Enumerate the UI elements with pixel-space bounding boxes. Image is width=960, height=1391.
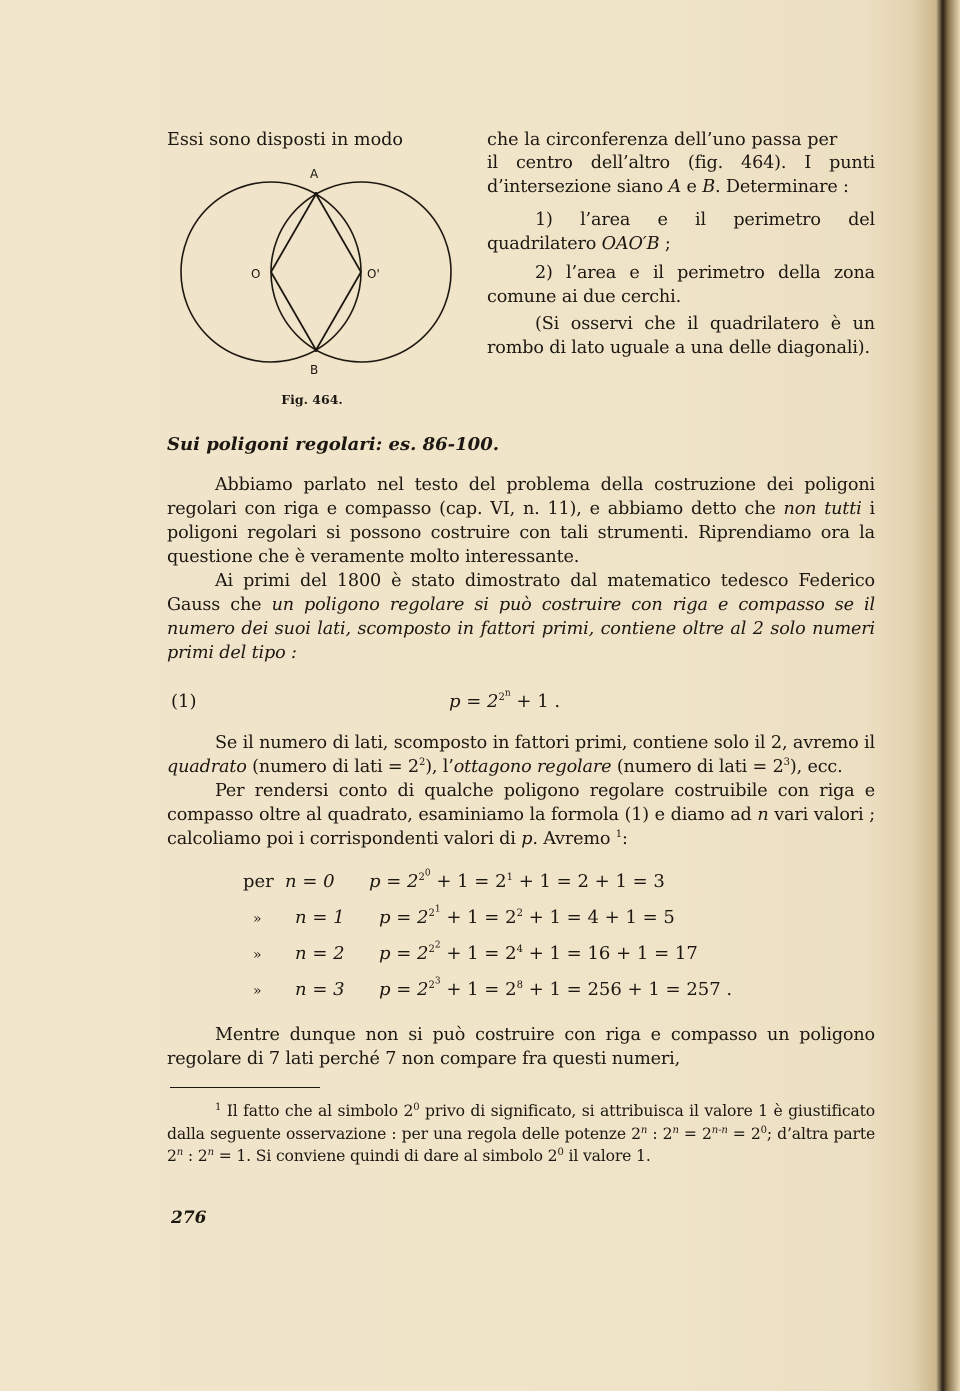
fn-c-exp: n — [672, 1124, 679, 1136]
item-1-suffix: ; — [664, 233, 671, 254]
row-p: p = 2 — [379, 907, 429, 928]
exercise-block — [167, 128, 875, 407]
row-plus: + 1 = 2 — [440, 943, 517, 964]
formula-expression — [449, 687, 560, 717]
fn-d-exp: n-n — [711, 1124, 728, 1136]
row-exp: 2 — [434, 940, 441, 951]
para3-d: ), l’ — [425, 757, 454, 777]
row-expression — [369, 865, 665, 899]
table-row — [243, 937, 875, 973]
row-exp: 1 — [434, 904, 441, 915]
row-mid-exp: 1 — [506, 872, 513, 883]
exercise-note: (Si osservi che il quadrilatero è un rombo di lato uguale a una delle diagonali). — [487, 314, 875, 358]
formula-label: (1) — [171, 691, 197, 712]
row-tail: + 1 = 2 + 1 = 3 — [518, 871, 665, 892]
fn-h: = 1. Si conviene quindi di dare al simbolo 2 — [218, 1147, 558, 1165]
formula-rhs: + 1 . — [510, 691, 561, 712]
item-1-text: 1) l’area e il perimetro del quadrilatero — [487, 210, 875, 254]
two-circles-diagram — [167, 152, 457, 388]
fn-d: = 2 — [683, 1124, 712, 1143]
rhombus-oao-b — [271, 194, 361, 350]
table-row — [243, 973, 875, 1009]
point-a-ref: A — [668, 176, 682, 197]
formula-1 — [167, 687, 875, 717]
page-number: 276 — [171, 1207, 207, 1228]
page-content — [167, 0, 875, 1288]
para3-c-exp: 2 — [418, 757, 426, 769]
para3-quadrato: quadrato — [167, 757, 247, 777]
intro-and: e — [686, 176, 697, 197]
row-n: n = 3 — [295, 979, 345, 1000]
fn-i: il valore 1. — [568, 1147, 651, 1165]
item-2: 2) l’area e il perimetro della zona comune ai due cerchi. — [487, 263, 875, 307]
row-p: p = 2 — [369, 871, 419, 892]
row-tail: + 1 = 4 + 1 = 5 — [528, 907, 675, 928]
para2-a: Ai primi del 1800 è stato dimostrato dal matematico tedesco Federico Gauss che — [167, 571, 875, 615]
para4-b: vari valori ; calcoliamo poi i corrispondenti valori di — [167, 805, 875, 849]
row-inner: 2 — [428, 980, 435, 991]
row-mid-exp: 8 — [516, 980, 523, 991]
fn-e-exp: 0 — [760, 1124, 767, 1136]
footnote-ref[interactable]: 1 — [615, 829, 623, 841]
row-expression — [379, 901, 675, 935]
fn-g-exp: n — [207, 1146, 214, 1158]
fn-a: Il fatto che al simbolo 2 — [226, 1102, 414, 1120]
opening-left: Essi sono disposti in modo — [167, 130, 404, 150]
para3-a: Se il numero di lati, scomposto in fattori primi, contiene solo il 2, avremo il — [215, 733, 875, 753]
paragraph-5: Mentre dunque non si può costruire con riga e compasso un poligono regolare di 7 lati perché 7 non compare fra questi numeri, — [167, 1025, 875, 1069]
row-exp: 0 — [424, 868, 431, 879]
figure-column — [167, 128, 463, 407]
point-a — [314, 192, 318, 196]
para4-d: : — [622, 829, 628, 849]
fn-b-exp: n — [640, 1124, 648, 1136]
fn-g: : 2 — [187, 1147, 208, 1165]
row-n: n = 0 — [285, 871, 335, 892]
exercise-text — [487, 128, 875, 360]
item-1 — [487, 209, 875, 256]
para4-n: n — [757, 805, 769, 825]
row-mid-exp: 2 — [516, 908, 523, 919]
fn-h-exp: 0 — [557, 1146, 564, 1158]
paragraph-4 — [167, 779, 875, 851]
formula-exp-base: 2 — [498, 692, 505, 703]
body-paragraphs-2 — [167, 731, 875, 851]
para4-c: . Avremo — [532, 829, 611, 849]
formula-exp-exp: n — [504, 688, 511, 699]
item-1-math: OAO′B — [601, 233, 660, 254]
row-expression — [379, 973, 732, 1007]
formula-lhs: p = 2 — [449, 691, 499, 712]
label-o: O — [251, 267, 261, 281]
para3-ottagono: ottagono regolare — [453, 757, 612, 777]
table-row — [243, 865, 875, 901]
fn-b: privo di significato, si attribuisca il valore 1 è giustificato dalla seguente osservazione : per una regola delle potenze 2 — [167, 1102, 875, 1143]
row-p: p = 2 — [379, 943, 429, 964]
row-inner: 2 — [428, 908, 435, 919]
fermat-values-table — [243, 865, 875, 1009]
row-prefix: » — [253, 983, 262, 999]
row-tail: + 1 = 256 + 1 = 257 — [528, 979, 721, 1000]
figure-464 — [167, 152, 457, 388]
para3-f-exp: 3 — [783, 757, 790, 769]
point-b — [314, 348, 318, 352]
fn-e: = 2 — [732, 1124, 761, 1143]
row-plus: + 1 = 2 — [430, 871, 507, 892]
footnote — [167, 1100, 875, 1168]
exercise-intro — [487, 152, 875, 199]
label-b: B — [310, 363, 319, 377]
para4-a: Per rendersi conto di qualche poligono regolare costruibile con riga e compasso oltre al quadrato, esaminiamo la formola (1) e diamo ad — [167, 781, 875, 825]
row-inner: 2 — [418, 872, 425, 883]
body-paragraphs-3 — [167, 1023, 875, 1071]
label-o-prime: O' — [367, 267, 380, 281]
para3-g: ), ecc. — [789, 757, 843, 777]
section-title: Sui poligoni regolari: es. 86-100. — [167, 434, 499, 455]
row-prefix: » — [253, 947, 262, 963]
paragraph-1 — [167, 473, 875, 569]
row-n: n = 2 — [295, 943, 345, 964]
row-end: . — [720, 979, 733, 1000]
fn-c: : 2 — [652, 1124, 673, 1143]
row-n: n = 1 — [295, 907, 345, 928]
para1-a: Abbiamo parlato nel testo del problema della costruzione dei poligoni regolari con riga e compasso (cap. VI, n. 11), e abbiamo detto che — [167, 475, 875, 519]
para3-c: (numero di lati = 2 — [252, 757, 419, 777]
paragraph-3 — [167, 731, 875, 779]
row-prefix: » — [253, 911, 262, 927]
fn-f-exp: n — [176, 1146, 184, 1158]
opening-right: che la circonferenza dell’uno passa per — [487, 130, 838, 150]
para1-c: i poligoni regolari si possono costruire con tali strumenti. Riprendiamo ora la questione che è veramente molto interessante. — [167, 499, 875, 567]
para4-p: p — [521, 829, 533, 849]
row-plus: + 1 = 2 — [440, 907, 517, 928]
row-mid-exp: 4 — [516, 944, 523, 955]
row-p: p = 2 — [379, 979, 429, 1000]
row-exp: 3 — [434, 976, 441, 987]
point-b-ref: B — [702, 176, 716, 197]
row-plus: + 1 = 2 — [440, 979, 517, 1000]
body-paragraphs-1 — [167, 473, 875, 665]
para2-theorem: un poligono regolare si può costruire con riga e compasso se il numero dei suoi lati, scomposto in fattori primi, contiene oltre al 2 solo numeri primi del tipo : — [167, 595, 875, 663]
fn-a-exp: 0 — [413, 1101, 420, 1113]
footnote-divider — [170, 1087, 320, 1088]
para3-f: (numero di lati = 2 — [616, 757, 784, 777]
intro-text: il centro dell’altro (fig. 464). I punti d’intersezione siano — [487, 153, 875, 197]
table-row — [243, 901, 875, 937]
figure-caption: Fig. 464. — [281, 392, 343, 407]
row-inner: 2 — [428, 944, 435, 955]
footnote-mark: 1 — [215, 1101, 222, 1113]
row-prefix: per — [243, 871, 274, 892]
intro-end: . Determinare : — [715, 176, 849, 197]
paragraph-2 — [167, 569, 875, 665]
footnote-1 — [167, 1100, 875, 1168]
row-expression — [379, 937, 698, 971]
label-a: A — [310, 167, 319, 181]
fn-f: ; d’altra parte 2 — [167, 1124, 876, 1165]
row-tail: + 1 = 16 + 1 = 17 — [528, 943, 698, 964]
para1-emph: non tutti — [783, 499, 862, 519]
